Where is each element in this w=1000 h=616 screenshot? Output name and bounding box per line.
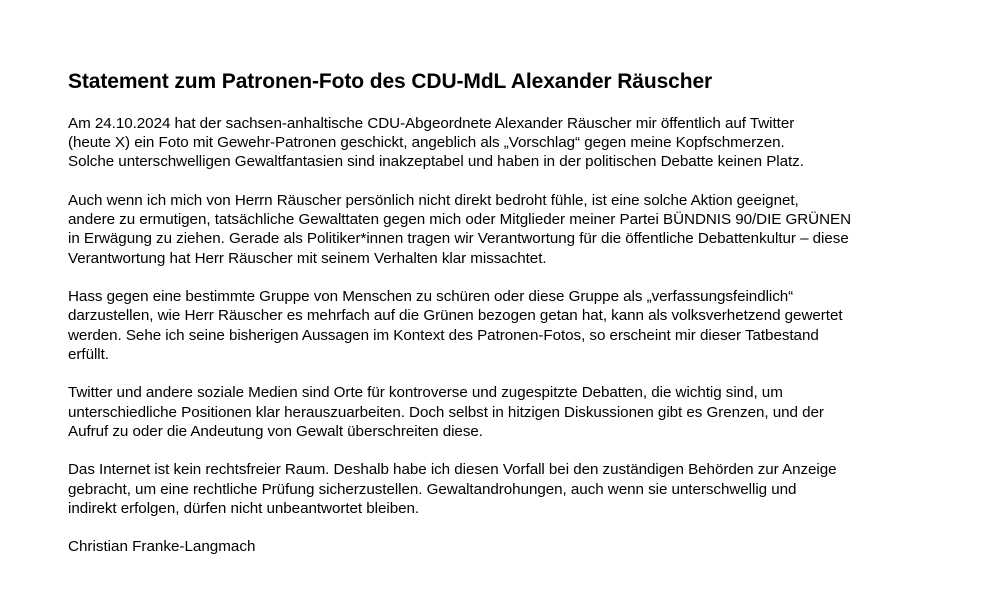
paragraph-line: darzustellen, wie Herr Räuscher es mehrfach auf die Grünen bezogen getan hat, kann als volksverhetzend gewertet — [68, 307, 843, 325]
paragraph-line: Twitter und andere soziale Medien sind Orte für kontroverse und zugespitzte Debatten, die wichtig sind, um — [68, 384, 783, 402]
paragraph-2 — [68, 191, 948, 268]
paragraph-line: gebracht, um eine rechtliche Prüfung sicherzustellen. Gewaltandrohungen, auch wenn sie unterschwellig und — [68, 480, 797, 498]
paragraph-line: Aufruf zu oder die Andeutung von Gewalt überschreiten diese. — [68, 422, 483, 440]
paragraph-line: Hass gegen eine bestimmte Gruppe von Menschen zu schüren oder diese Gruppe als „verfassungsfeindlich“ — [68, 288, 794, 306]
paragraph-line: erfüllt. — [68, 345, 109, 363]
paragraph-1 — [68, 114, 948, 172]
paragraph-line: Solche unterschwelligen Gewaltfantasien sind inakzeptabel und haben in der politischen Debatte keinen Platz. — [68, 153, 804, 171]
paragraph-line: andere zu ermutigen, tatsächliche Gewalttaten gegen mich oder Mitglieder meiner Partei BÜNDNIS 90/DIE GRÜNEN — [68, 211, 852, 229]
paragraph-line: in Erwägung zu ziehen. Gerade als Politiker*innen tragen wir Verantwortung für die öffentliche Debattenkultur – diese — [68, 230, 849, 248]
paragraph-line: werden. Sehe ich seine bisherigen Aussagen im Kontext des Patronen-Fotos, so erscheint mir dieser Tatbestand — [68, 326, 819, 344]
paragraph-line: Das Internet ist kein rechtsfreier Raum. Deshalb habe ich diesen Vorfall bei den zuständigen Behörden zur Anzeige — [68, 461, 837, 479]
paragraph-line: Verantwortung hat Herr Räuscher mit seinem Verhalten klar missachtet. — [68, 249, 547, 267]
paragraph-3 — [68, 287, 948, 364]
statement-document — [68, 68, 948, 557]
signature: Christian Franke-Langmach — [68, 538, 256, 556]
document-title: Statement zum Patronen-Foto des CDU-MdL Alexander Räuscher — [68, 70, 713, 93]
paragraph-4 — [68, 383, 948, 441]
paragraph-line: indirekt erfolgen, dürfen nicht unbeantwortet bleiben. — [68, 499, 420, 517]
paragraph-line: unterschiedliche Positionen klar herauszuarbeiten. Doch selbst in hitzigen Diskussionen gibt es Grenzen, und der — [68, 403, 824, 421]
paragraph-5 — [68, 460, 948, 518]
paragraph-line: Am 24.10.2024 hat der sachsen-anhaltische CDU-Abgeordnete Alexander Räuscher mir öffentlich auf Twitter — [68, 115, 795, 132]
paragraph-line: (heute X) ein Foto mit Gewehr-Patronen geschickt, angeblich als „Vorschlag“ gegen meine Kopfschmerzen. — [68, 134, 785, 152]
paragraph-line: Auch wenn ich mich von Herrn Räuscher persönlich nicht direkt bedroht fühle, ist eine solche Aktion geeignet, — [68, 192, 799, 209]
